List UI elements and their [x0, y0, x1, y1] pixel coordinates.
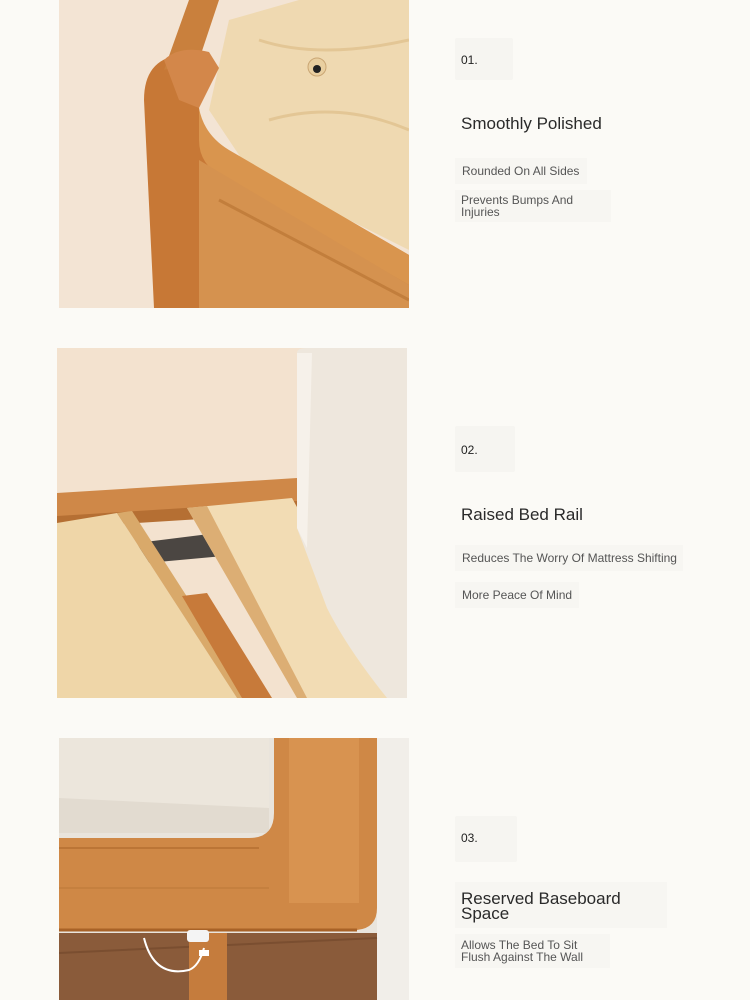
feature-3-title: Reserved Baseboard Space	[461, 889, 621, 923]
feature-2	[0, 340, 750, 710]
feature-2-title: Raised Bed Rail	[461, 505, 583, 524]
feature-3-photo	[59, 738, 409, 1000]
feature-2-photo	[57, 348, 407, 698]
feature-1-point-1: Rounded On All Sides	[462, 164, 580, 178]
feature-1-photo	[59, 0, 409, 308]
feature-2-point-1: Reduces The Worry Of Mattress Shifting	[462, 551, 677, 565]
feature-3-point-1: Allows The Bed To Sit Flush Against The Wall	[461, 938, 584, 964]
feature-1-number: 01.	[461, 53, 478, 67]
feature-2-point-2: More Peace Of Mind	[462, 588, 573, 602]
feature-3-number: 03.	[461, 831, 478, 845]
feature-1-title: Smoothly Polished	[461, 114, 602, 133]
feature-1-point-2: Prevents Bumps And Injuries	[461, 193, 574, 219]
feature-1	[0, 0, 750, 320]
feature-3	[0, 730, 750, 1000]
feature-2-number: 02.	[461, 443, 478, 457]
